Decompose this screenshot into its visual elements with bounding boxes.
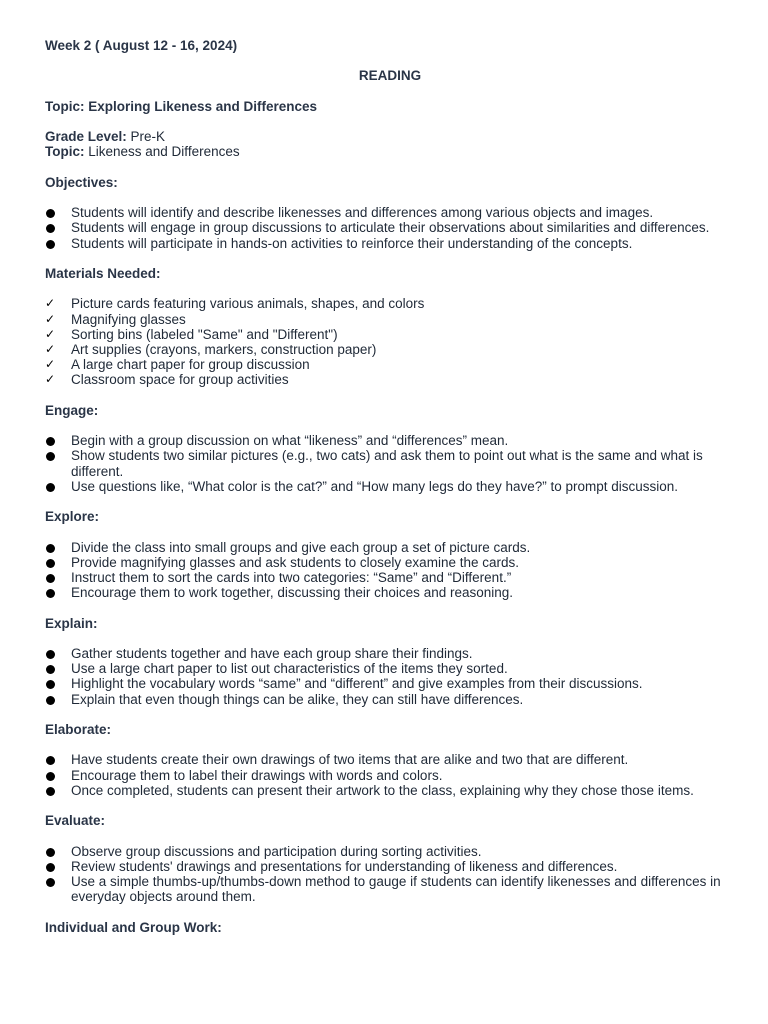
lesson-plan-page xyxy=(45,38,735,935)
list-item: Begin with a group discussion on what “likeness” and “differences” mean. xyxy=(45,433,735,448)
week-label: Week 2 ( August 12 - 16, 2024) xyxy=(45,38,238,53)
topic-line xyxy=(45,144,735,159)
bullet-icon xyxy=(46,772,55,781)
checkmark-icon: ✓ xyxy=(45,341,56,356)
explain-list xyxy=(45,646,735,707)
checkmark-icon: ✓ xyxy=(45,357,56,372)
bullet-icon xyxy=(46,696,55,705)
bullet-icon xyxy=(46,559,55,568)
bullet-icon xyxy=(46,878,55,887)
list-item: Students will identify and describe likenesses and differences among various objects and images. xyxy=(45,205,735,220)
bullet-icon xyxy=(46,240,55,249)
list-item: Highlight the vocabulary words “same” and “different” and give examples from their discussions. xyxy=(45,676,735,691)
bullet-icon xyxy=(46,848,55,857)
list-item: Students will participate in hands-on activities to reinforce their understanding of the concepts. xyxy=(45,236,735,251)
bullet-icon xyxy=(46,224,55,233)
list-item: Gather students together and have each group share their findings. xyxy=(45,646,735,661)
explore-list xyxy=(45,540,735,601)
bullet-icon xyxy=(46,209,55,218)
bullet-icon xyxy=(46,452,55,461)
list-item: Show students two similar pictures (e.g., two cats) and ask them to point out what is the same and what is different. xyxy=(45,448,735,478)
list-item: ✓ Art supplies (crayons, markers, construction paper) xyxy=(45,341,377,357)
grade-level-value: Pre-K xyxy=(126,129,166,145)
bullet-icon xyxy=(46,756,55,765)
explore-heading: Explore: xyxy=(45,509,100,525)
list-item: Use questions like, “What color is the cat?” and “How many legs do they have?” to prompt discussion. xyxy=(45,479,735,494)
materials-heading: Materials Needed: xyxy=(45,265,161,281)
group-work-heading: Individual and Group Work: xyxy=(45,919,222,935)
elaborate-heading: Elaborate: xyxy=(45,721,112,737)
list-item: Explain that even though things can be alike, they can still have differences. xyxy=(45,692,735,707)
list-item: Encourage them to work together, discussing their choices and reasoning. xyxy=(45,585,735,600)
bullet-icon xyxy=(46,650,55,659)
grade-level-line xyxy=(45,129,735,144)
bullet-icon xyxy=(46,483,55,492)
bullet-icon xyxy=(46,589,55,598)
grade-level-label: Grade Level: xyxy=(45,129,127,145)
topic-value: Likeness and Differences xyxy=(84,144,240,160)
bullet-icon xyxy=(46,787,55,796)
list-item: Students will engage in group discussions to articulate their observations about similarities and differences. xyxy=(45,220,735,235)
materials-list xyxy=(45,296,735,387)
objectives-heading: Objectives: xyxy=(45,174,118,190)
list-item: Observe group discussions and participation during sorting activities. xyxy=(45,844,735,859)
engage-list xyxy=(45,433,735,494)
evaluate-list xyxy=(45,844,735,905)
list-item: Review students' drawings and presentations for understanding of likeness and differences. xyxy=(45,859,735,874)
checkmark-icon: ✓ xyxy=(45,372,56,387)
list-item: Instruct them to sort the cards into two categories: “Same” and “Different.” xyxy=(45,570,735,585)
list-item: ✓ Magnifying glasses xyxy=(45,311,186,327)
list-item: Use a large chart paper to list out characteristics of the items they sorted. xyxy=(45,661,735,676)
bullet-icon xyxy=(46,544,55,553)
list-item: Encourage them to label their drawings with words and colors. xyxy=(45,768,735,783)
elaborate-list xyxy=(45,752,735,798)
subject-title: READING xyxy=(358,68,422,84)
topic-label: Topic: xyxy=(45,144,85,160)
bullet-icon xyxy=(46,665,55,674)
list-item: ✓ A large chart paper for group discussion xyxy=(45,357,310,373)
list-item: Use a simple thumbs-up/thumbs-down method to gauge if students can identify likenesses and differences in everyday objects around them. xyxy=(45,874,735,904)
list-item: ✓ Sorting bins (labeled "Same" and "Different") xyxy=(45,326,338,342)
topic-heading: Topic: Exploring Likeness and Differences xyxy=(45,98,318,114)
bullet-icon xyxy=(46,863,55,872)
list-item: Once completed, students can present their artwork to the class, explaining why they chose those items. xyxy=(45,783,735,798)
engage-heading: Engage: xyxy=(45,402,99,418)
bullet-icon xyxy=(46,437,55,446)
list-item: Have students create their own drawings of two items that are alike and two that are different. xyxy=(45,752,735,767)
list-item: Provide magnifying glasses and ask students to closely examine the cards. xyxy=(45,555,735,570)
bullet-icon xyxy=(46,574,55,583)
list-item: ✓ Picture cards featuring various animals, shapes, and colors xyxy=(45,296,425,312)
evaluate-heading: Evaluate: xyxy=(45,813,106,829)
list-item: ✓ Classroom space for group activities xyxy=(45,372,289,388)
checkmark-icon: ✓ xyxy=(45,296,56,311)
list-item: Divide the class into small groups and give each group a set of picture cards. xyxy=(45,540,735,555)
checkmark-icon: ✓ xyxy=(45,326,56,341)
objectives-list xyxy=(45,205,735,251)
explain-heading: Explain: xyxy=(45,615,98,631)
bullet-icon xyxy=(46,680,55,689)
checkmark-icon: ✓ xyxy=(45,311,56,326)
